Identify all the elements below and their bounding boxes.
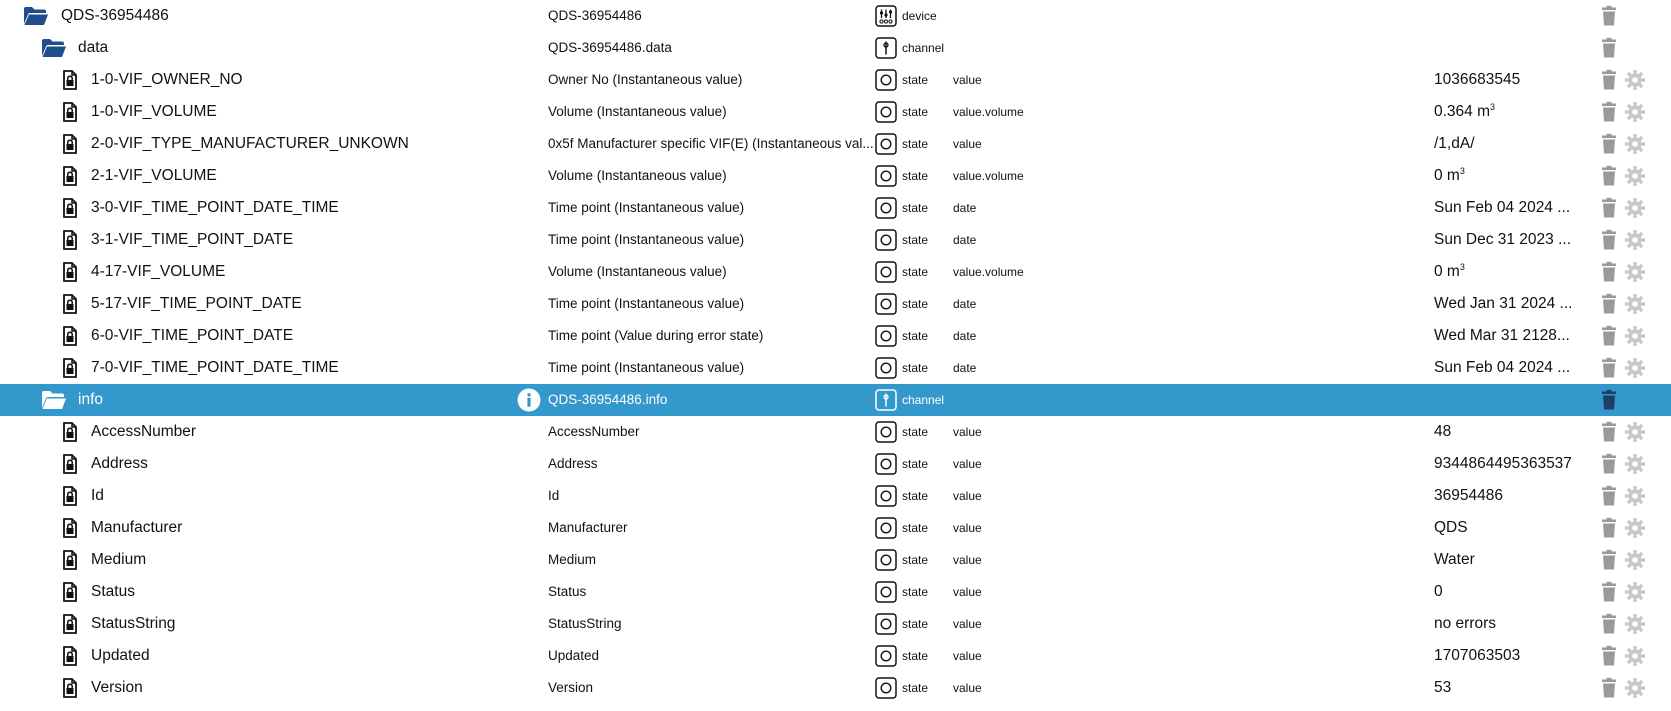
state-value[interactable] xyxy=(1434,192,1574,224)
object-type: state xyxy=(902,521,929,535)
state-value-text: 1707063503 xyxy=(1434,647,1521,664)
state-type-icon xyxy=(875,517,897,539)
trash-icon[interactable] xyxy=(1599,325,1619,347)
trash-icon[interactable] xyxy=(1599,677,1619,699)
state-value[interactable] xyxy=(1434,352,1574,384)
gear-icon[interactable] xyxy=(1624,613,1646,635)
object-role: value xyxy=(953,649,982,663)
object-role: value.volume xyxy=(953,169,1024,183)
state-row-18[interactable] xyxy=(0,576,1671,608)
object-name[interactable]: Version xyxy=(91,679,143,696)
state-value-text: Wed Jan 31 2024 ... xyxy=(1434,295,1573,312)
gear-icon[interactable] xyxy=(1624,293,1646,315)
state-row-3[interactable] xyxy=(0,96,1671,128)
object-role: date xyxy=(953,297,977,311)
object-name[interactable]: info xyxy=(78,391,103,408)
object-type: state xyxy=(902,457,929,471)
gear-icon[interactable] xyxy=(1624,453,1646,475)
file-lock-icon[interactable] xyxy=(62,134,78,154)
state-type-icon xyxy=(875,325,897,347)
object-description: Time point (Instantaneous value) xyxy=(548,232,745,247)
file-lock-icon[interactable] xyxy=(62,422,78,442)
state-value-text: /1,dA/ xyxy=(1434,135,1475,152)
state-value-text: 1036683545 xyxy=(1434,71,1521,88)
object-type: state xyxy=(902,233,929,247)
state-value[interactable] xyxy=(1434,64,1574,96)
object-name[interactable]: 7-0-VIF_TIME_POINT_DATE_TIME xyxy=(91,359,339,376)
trash-icon[interactable] xyxy=(1599,101,1619,123)
unit-superscript: 3 xyxy=(1459,166,1465,176)
object-role: value xyxy=(953,137,982,151)
object-type: state xyxy=(902,297,929,311)
state-value[interactable] xyxy=(1434,416,1574,448)
gear-icon[interactable] xyxy=(1624,325,1646,347)
object-role: value.volume xyxy=(953,105,1024,119)
state-value[interactable] xyxy=(1434,160,1574,192)
object-description: Volume (Instantaneous value) xyxy=(548,264,727,279)
state-row-10[interactable] xyxy=(0,320,1671,352)
state-value[interactable] xyxy=(1434,640,1574,672)
unit-superscript: 3 xyxy=(1459,262,1465,272)
trash-icon[interactable] xyxy=(1599,261,1619,283)
state-row-13[interactable] xyxy=(0,416,1671,448)
object-name[interactable]: 3-1-VIF_TIME_POINT_DATE xyxy=(91,231,294,248)
state-value-text: 0 m xyxy=(1434,263,1460,280)
file-lock-icon[interactable] xyxy=(62,294,78,314)
trash-icon[interactable] xyxy=(1599,5,1619,27)
object-description: Address xyxy=(548,456,598,471)
file-lock-icon[interactable] xyxy=(62,358,78,378)
object-type: state xyxy=(902,649,929,663)
state-value-text: 53 xyxy=(1434,679,1452,696)
state-row-14[interactable] xyxy=(0,448,1671,480)
file-lock-icon[interactable] xyxy=(62,582,78,602)
object-description: Manufacturer xyxy=(548,520,628,535)
object-type: channel xyxy=(902,41,945,55)
object-name[interactable]: 5-17-VIF_TIME_POINT_DATE xyxy=(91,295,302,312)
gear-icon[interactable] xyxy=(1624,485,1646,507)
state-row-2[interactable] xyxy=(0,64,1671,96)
gear-icon[interactable] xyxy=(1624,549,1646,571)
file-lock-icon[interactable] xyxy=(62,614,78,634)
file-lock-icon[interactable] xyxy=(62,646,78,666)
trash-icon[interactable] xyxy=(1599,517,1619,539)
object-name[interactable]: StatusString xyxy=(91,615,176,632)
object-type: channel xyxy=(902,393,945,407)
state-row-7[interactable] xyxy=(0,224,1671,256)
object-type: state xyxy=(902,137,929,151)
file-lock-icon[interactable] xyxy=(62,262,78,282)
state-value[interactable] xyxy=(1434,608,1574,640)
state-value-text: Sun Dec 31 2023 ... xyxy=(1434,231,1572,248)
gear-icon[interactable] xyxy=(1624,581,1646,603)
state-type-icon xyxy=(875,453,897,475)
object-type: state xyxy=(902,361,929,375)
object-name[interactable]: Id xyxy=(91,487,104,504)
state-type-icon xyxy=(875,357,897,379)
state-row-21[interactable] xyxy=(0,672,1671,704)
object-name[interactable]: 3-0-VIF_TIME_POINT_DATE_TIME xyxy=(91,199,339,216)
object-type: state xyxy=(902,105,929,119)
object-type: state xyxy=(902,489,929,503)
state-row-4[interactable] xyxy=(0,128,1671,160)
object-type: device xyxy=(902,9,937,23)
state-type-icon xyxy=(875,677,897,699)
state-type-icon xyxy=(875,101,897,123)
trash-icon[interactable] xyxy=(1599,293,1619,315)
trash-icon[interactable] xyxy=(1599,197,1619,219)
trash-icon[interactable] xyxy=(1599,133,1619,155)
object-description: Medium xyxy=(548,552,597,567)
state-type-icon xyxy=(875,485,897,507)
object-name[interactable]: Updated xyxy=(91,647,150,664)
object-type: state xyxy=(902,265,929,279)
state-type-icon xyxy=(875,421,897,443)
object-role: value xyxy=(953,681,982,695)
object-description: Owner No (Instantaneous value) xyxy=(548,72,743,87)
gear-icon[interactable] xyxy=(1624,101,1646,123)
gear-icon[interactable] xyxy=(1624,517,1646,539)
trash-icon[interactable] xyxy=(1599,549,1619,571)
object-description: QDS-36954486.info xyxy=(548,392,668,407)
trash-icon[interactable] xyxy=(1599,581,1619,603)
object-role: date xyxy=(953,329,977,343)
object-description: Volume (Instantaneous value) xyxy=(548,104,727,119)
file-lock-icon[interactable] xyxy=(62,678,78,698)
file-lock-icon[interactable] xyxy=(62,166,78,186)
unit-superscript: 3 xyxy=(1490,102,1496,112)
state-row-17[interactable] xyxy=(0,544,1671,576)
state-value[interactable] xyxy=(1434,128,1574,160)
object-name[interactable]: data xyxy=(78,39,109,56)
state-type-icon xyxy=(875,133,897,155)
state-value-text: 0 xyxy=(1434,583,1443,600)
state-value-text: 48 xyxy=(1434,423,1452,440)
trash-icon[interactable] xyxy=(1599,613,1619,635)
folder-open-icon[interactable] xyxy=(41,38,67,58)
channel-type-icon xyxy=(875,37,897,59)
object-type: state xyxy=(902,617,929,631)
state-value[interactable] xyxy=(1434,672,1574,704)
state-row-20[interactable] xyxy=(0,640,1671,672)
channel-row-1[interactable] xyxy=(0,32,1671,64)
state-type-icon xyxy=(875,613,897,635)
object-role: value xyxy=(953,457,982,471)
object-name[interactable]: 1-0-VIF_OWNER_NO xyxy=(91,71,243,88)
file-lock-icon[interactable] xyxy=(62,102,78,122)
object-description: Time point (Value during error state) xyxy=(548,328,764,343)
state-value[interactable] xyxy=(1434,288,1574,320)
gear-icon[interactable] xyxy=(1624,645,1646,667)
object-role: value xyxy=(953,553,982,567)
object-description: AccessNumber xyxy=(548,424,640,439)
state-row-9[interactable] xyxy=(0,288,1671,320)
file-lock-icon[interactable] xyxy=(62,518,78,538)
state-value-text: Sun Feb 04 2024 ... xyxy=(1434,359,1571,376)
state-value-text: Sun Feb 04 2024 ... xyxy=(1434,199,1571,216)
object-type: state xyxy=(902,201,929,215)
file-lock-icon[interactable] xyxy=(62,454,78,474)
state-value[interactable] xyxy=(1434,480,1574,512)
info-icon[interactable] xyxy=(517,388,541,412)
trash-icon[interactable] xyxy=(1599,69,1619,91)
object-description: Time point (Instantaneous value) xyxy=(548,200,745,215)
state-value-text: 36954486 xyxy=(1434,487,1503,504)
state-value-text: Wed Mar 31 2128... xyxy=(1434,327,1570,344)
object-description: StatusString xyxy=(548,616,622,631)
gear-icon[interactable] xyxy=(1624,69,1646,91)
state-value[interactable] xyxy=(1434,512,1574,544)
object-role: value xyxy=(953,585,982,599)
state-type-icon xyxy=(875,261,897,283)
state-value-text: 9344864495363537 xyxy=(1434,455,1572,472)
object-description: 0x5f Manufacturer specific VIF(E) (Instantaneous val... xyxy=(548,136,874,151)
object-description: Version xyxy=(548,680,594,695)
gear-icon[interactable] xyxy=(1624,133,1646,155)
object-role: value xyxy=(953,489,982,503)
gear-icon[interactable] xyxy=(1624,261,1646,283)
state-value-text: no errors xyxy=(1434,615,1497,632)
state-value[interactable] xyxy=(1434,96,1574,128)
state-value-text: QDS xyxy=(1434,519,1468,536)
object-type: state xyxy=(902,73,929,87)
object-description: Status xyxy=(548,584,587,599)
object-type: state xyxy=(902,681,929,695)
object-description: QDS-36954486.data xyxy=(548,40,672,55)
object-role: date xyxy=(953,361,977,375)
state-value-text: 0.364 m xyxy=(1434,103,1491,120)
state-type-icon xyxy=(875,165,897,187)
state-row-11[interactable] xyxy=(0,352,1671,384)
file-lock-icon[interactable] xyxy=(62,70,78,90)
gear-icon[interactable] xyxy=(1624,421,1646,443)
object-type: state xyxy=(902,585,929,599)
trash-icon[interactable] xyxy=(1599,37,1619,59)
object-role: date xyxy=(953,233,977,247)
file-lock-icon[interactable] xyxy=(62,326,78,346)
gear-icon[interactable] xyxy=(1624,229,1646,251)
trash-icon[interactable] xyxy=(1599,229,1619,251)
channel-type-icon xyxy=(875,389,897,411)
object-role: value xyxy=(953,521,982,535)
object-description: Updated xyxy=(548,648,600,663)
state-value[interactable] xyxy=(1434,320,1574,352)
state-row-15[interactable] xyxy=(0,480,1671,512)
object-description: Time point (Instantaneous value) xyxy=(548,360,745,375)
object-role: value.volume xyxy=(953,265,1024,279)
state-row-5[interactable] xyxy=(0,160,1671,192)
object-name[interactable]: Manufacturer xyxy=(91,519,183,536)
file-lock-icon[interactable] xyxy=(62,198,78,218)
object-name[interactable]: 2-0-VIF_TYPE_MANUFACTURER_UNKOWN xyxy=(91,135,409,152)
object-name[interactable]: Status xyxy=(91,583,135,600)
gear-icon[interactable] xyxy=(1624,165,1646,187)
gear-icon[interactable] xyxy=(1624,677,1646,699)
state-type-icon xyxy=(875,581,897,603)
folder-open-icon[interactable] xyxy=(23,6,49,26)
device-type-icon xyxy=(875,5,897,27)
state-type-icon xyxy=(875,645,897,667)
object-name[interactable]: Medium xyxy=(91,551,147,568)
object-description: Time point (Instantaneous value) xyxy=(548,296,745,311)
trash-icon[interactable] xyxy=(1599,453,1619,475)
object-name[interactable]: Address xyxy=(91,455,148,472)
object-type: state xyxy=(902,169,929,183)
state-value[interactable] xyxy=(1434,224,1574,256)
object-name[interactable]: 1-0-VIF_VOLUME xyxy=(91,103,217,120)
file-lock-icon[interactable] xyxy=(62,486,78,506)
state-value-text: 0 m xyxy=(1434,167,1460,184)
object-name[interactable]: QDS-36954486 xyxy=(61,7,169,24)
object-type: state xyxy=(902,553,929,567)
state-row-16[interactable] xyxy=(0,512,1671,544)
trash-icon[interactable] xyxy=(1599,357,1619,379)
state-type-icon xyxy=(875,69,897,91)
state-type-icon xyxy=(875,229,897,251)
file-lock-icon[interactable] xyxy=(62,230,78,250)
channel-row-12[interactable] xyxy=(0,384,1671,416)
object-name[interactable]: 4-17-VIF_VOLUME xyxy=(91,263,226,280)
state-value[interactable] xyxy=(1434,544,1574,576)
state-type-icon xyxy=(875,549,897,571)
state-row-6[interactable] xyxy=(0,192,1671,224)
object-name[interactable]: AccessNumber xyxy=(91,423,197,440)
state-value[interactable] xyxy=(1434,576,1574,608)
state-value[interactable] xyxy=(1434,448,1574,480)
trash-icon[interactable] xyxy=(1599,645,1619,667)
object-role: value xyxy=(953,425,982,439)
trash-icon[interactable] xyxy=(1599,389,1619,411)
state-row-19[interactable] xyxy=(0,608,1671,640)
object-type: state xyxy=(902,425,929,439)
trash-icon[interactable] xyxy=(1599,485,1619,507)
folder-open-icon[interactable] xyxy=(41,390,67,410)
object-description: Volume (Instantaneous value) xyxy=(548,168,727,183)
object-description: QDS-36954486 xyxy=(548,8,642,23)
trash-icon[interactable] xyxy=(1599,421,1619,443)
gear-icon[interactable] xyxy=(1624,197,1646,219)
state-type-icon xyxy=(875,293,897,315)
gear-icon[interactable] xyxy=(1624,357,1646,379)
trash-icon[interactable] xyxy=(1599,165,1619,187)
object-name[interactable]: 6-0-VIF_TIME_POINT_DATE xyxy=(91,327,294,344)
object-role: date xyxy=(953,201,977,215)
object-role: value xyxy=(953,617,982,631)
state-type-icon xyxy=(875,197,897,219)
object-role: value xyxy=(953,73,982,87)
state-row-8[interactable] xyxy=(0,256,1671,288)
state-value[interactable] xyxy=(1434,256,1574,288)
object-type: state xyxy=(902,329,929,343)
device-row-0[interactable] xyxy=(0,0,1671,32)
object-name[interactable]: 2-1-VIF_VOLUME xyxy=(91,167,217,184)
object-description: Id xyxy=(548,488,560,503)
state-value-text: Water xyxy=(1434,551,1475,568)
file-lock-icon[interactable] xyxy=(62,550,78,570)
